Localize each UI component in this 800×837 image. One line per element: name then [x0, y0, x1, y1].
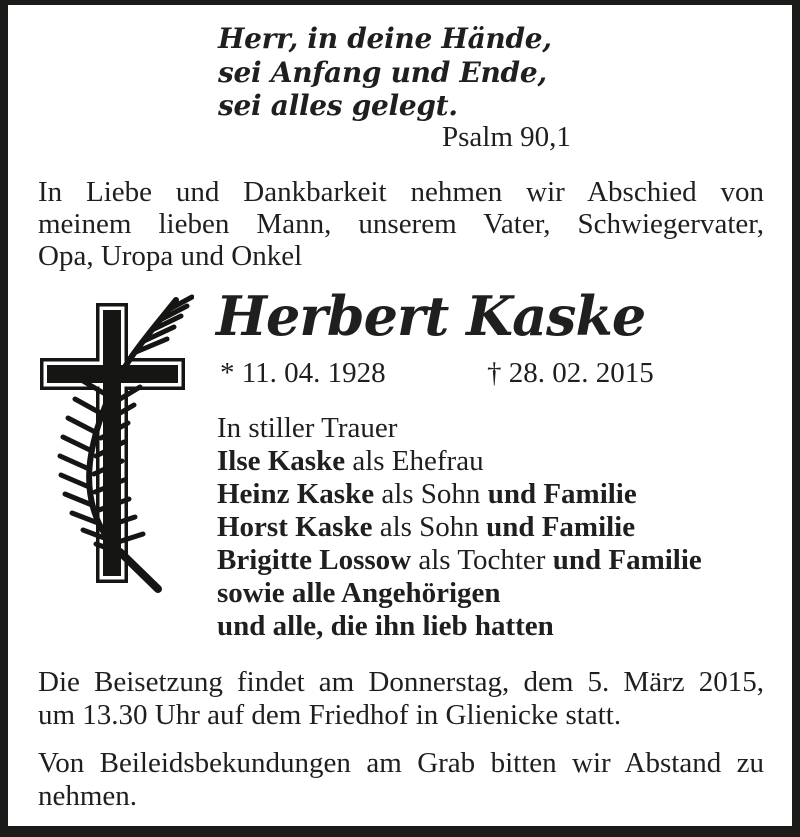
text-line: um 13.30 Uhr auf dem Friedhof in Glienicke statt.	[38, 698, 622, 731]
mourner-line	[217, 478, 777, 511]
verse-block	[218, 22, 552, 123]
cross-palm-icon	[34, 294, 194, 594]
text-line: In Liebe und Dankbarkeit nehmen wir Abschied von	[38, 176, 764, 208]
condolence-note	[38, 747, 764, 812]
text-line: Von Beileidsbekundungen am Grab bitten wir Abstand zu	[38, 747, 764, 779]
intro-paragraph	[38, 176, 764, 273]
mourner-name: sowie alle Angehörigen	[217, 577, 501, 609]
mourner-name: Ilse Kaske	[217, 445, 346, 477]
mourner-relation: als Tochter	[411, 544, 553, 576]
mourners-block	[217, 412, 777, 643]
mourner-name: und Familie	[552, 544, 702, 576]
mourners-lead: In stiller Trauer	[217, 412, 398, 444]
mourner-name: und Familie	[486, 511, 636, 543]
death-date: † 28. 02. 2015	[487, 357, 654, 389]
text-line: nehmen.	[38, 779, 138, 812]
mourner-line	[217, 511, 777, 544]
mourner-name: und Familie	[487, 478, 637, 510]
mourner-line	[217, 544, 777, 577]
text-line: meinem lieben Mann, unserem Vater, Schwiegervater,	[38, 208, 764, 241]
mourner-name: Horst Kaske	[217, 511, 373, 543]
psalm-source: Psalm 90,1	[442, 121, 571, 153]
mourners-list	[217, 445, 777, 643]
funeral-info	[38, 666, 764, 731]
mourner-line	[217, 445, 777, 478]
text-line: Die Beisetzung findet am Donnerstag, dem 5. März 2015,	[38, 666, 764, 698]
text-line: Herr, in deine Hände,	[218, 22, 552, 55]
mourner-name: und alle, die ihn lieb hatten	[217, 610, 554, 642]
mourner-relation: als Sohn	[374, 478, 488, 510]
text-line: Opa, Uropa und Onkel	[38, 240, 303, 273]
text-line: sei Anfang und Ende,	[218, 55, 547, 89]
mourner-name: Brigitte Lossow	[217, 544, 412, 576]
mourner-relation: als Sohn	[372, 511, 487, 543]
mourner-line	[217, 610, 777, 643]
deceased-name: Herbert Kaske	[216, 284, 646, 348]
mourner-relation: als Ehefrau	[345, 445, 484, 477]
mourner-name: Heinz Kaske	[217, 478, 375, 510]
text-line: sei alles gelegt.	[218, 89, 458, 122]
birth-date: * 11. 04. 1928	[220, 357, 386, 389]
mourner-line	[217, 577, 777, 610]
